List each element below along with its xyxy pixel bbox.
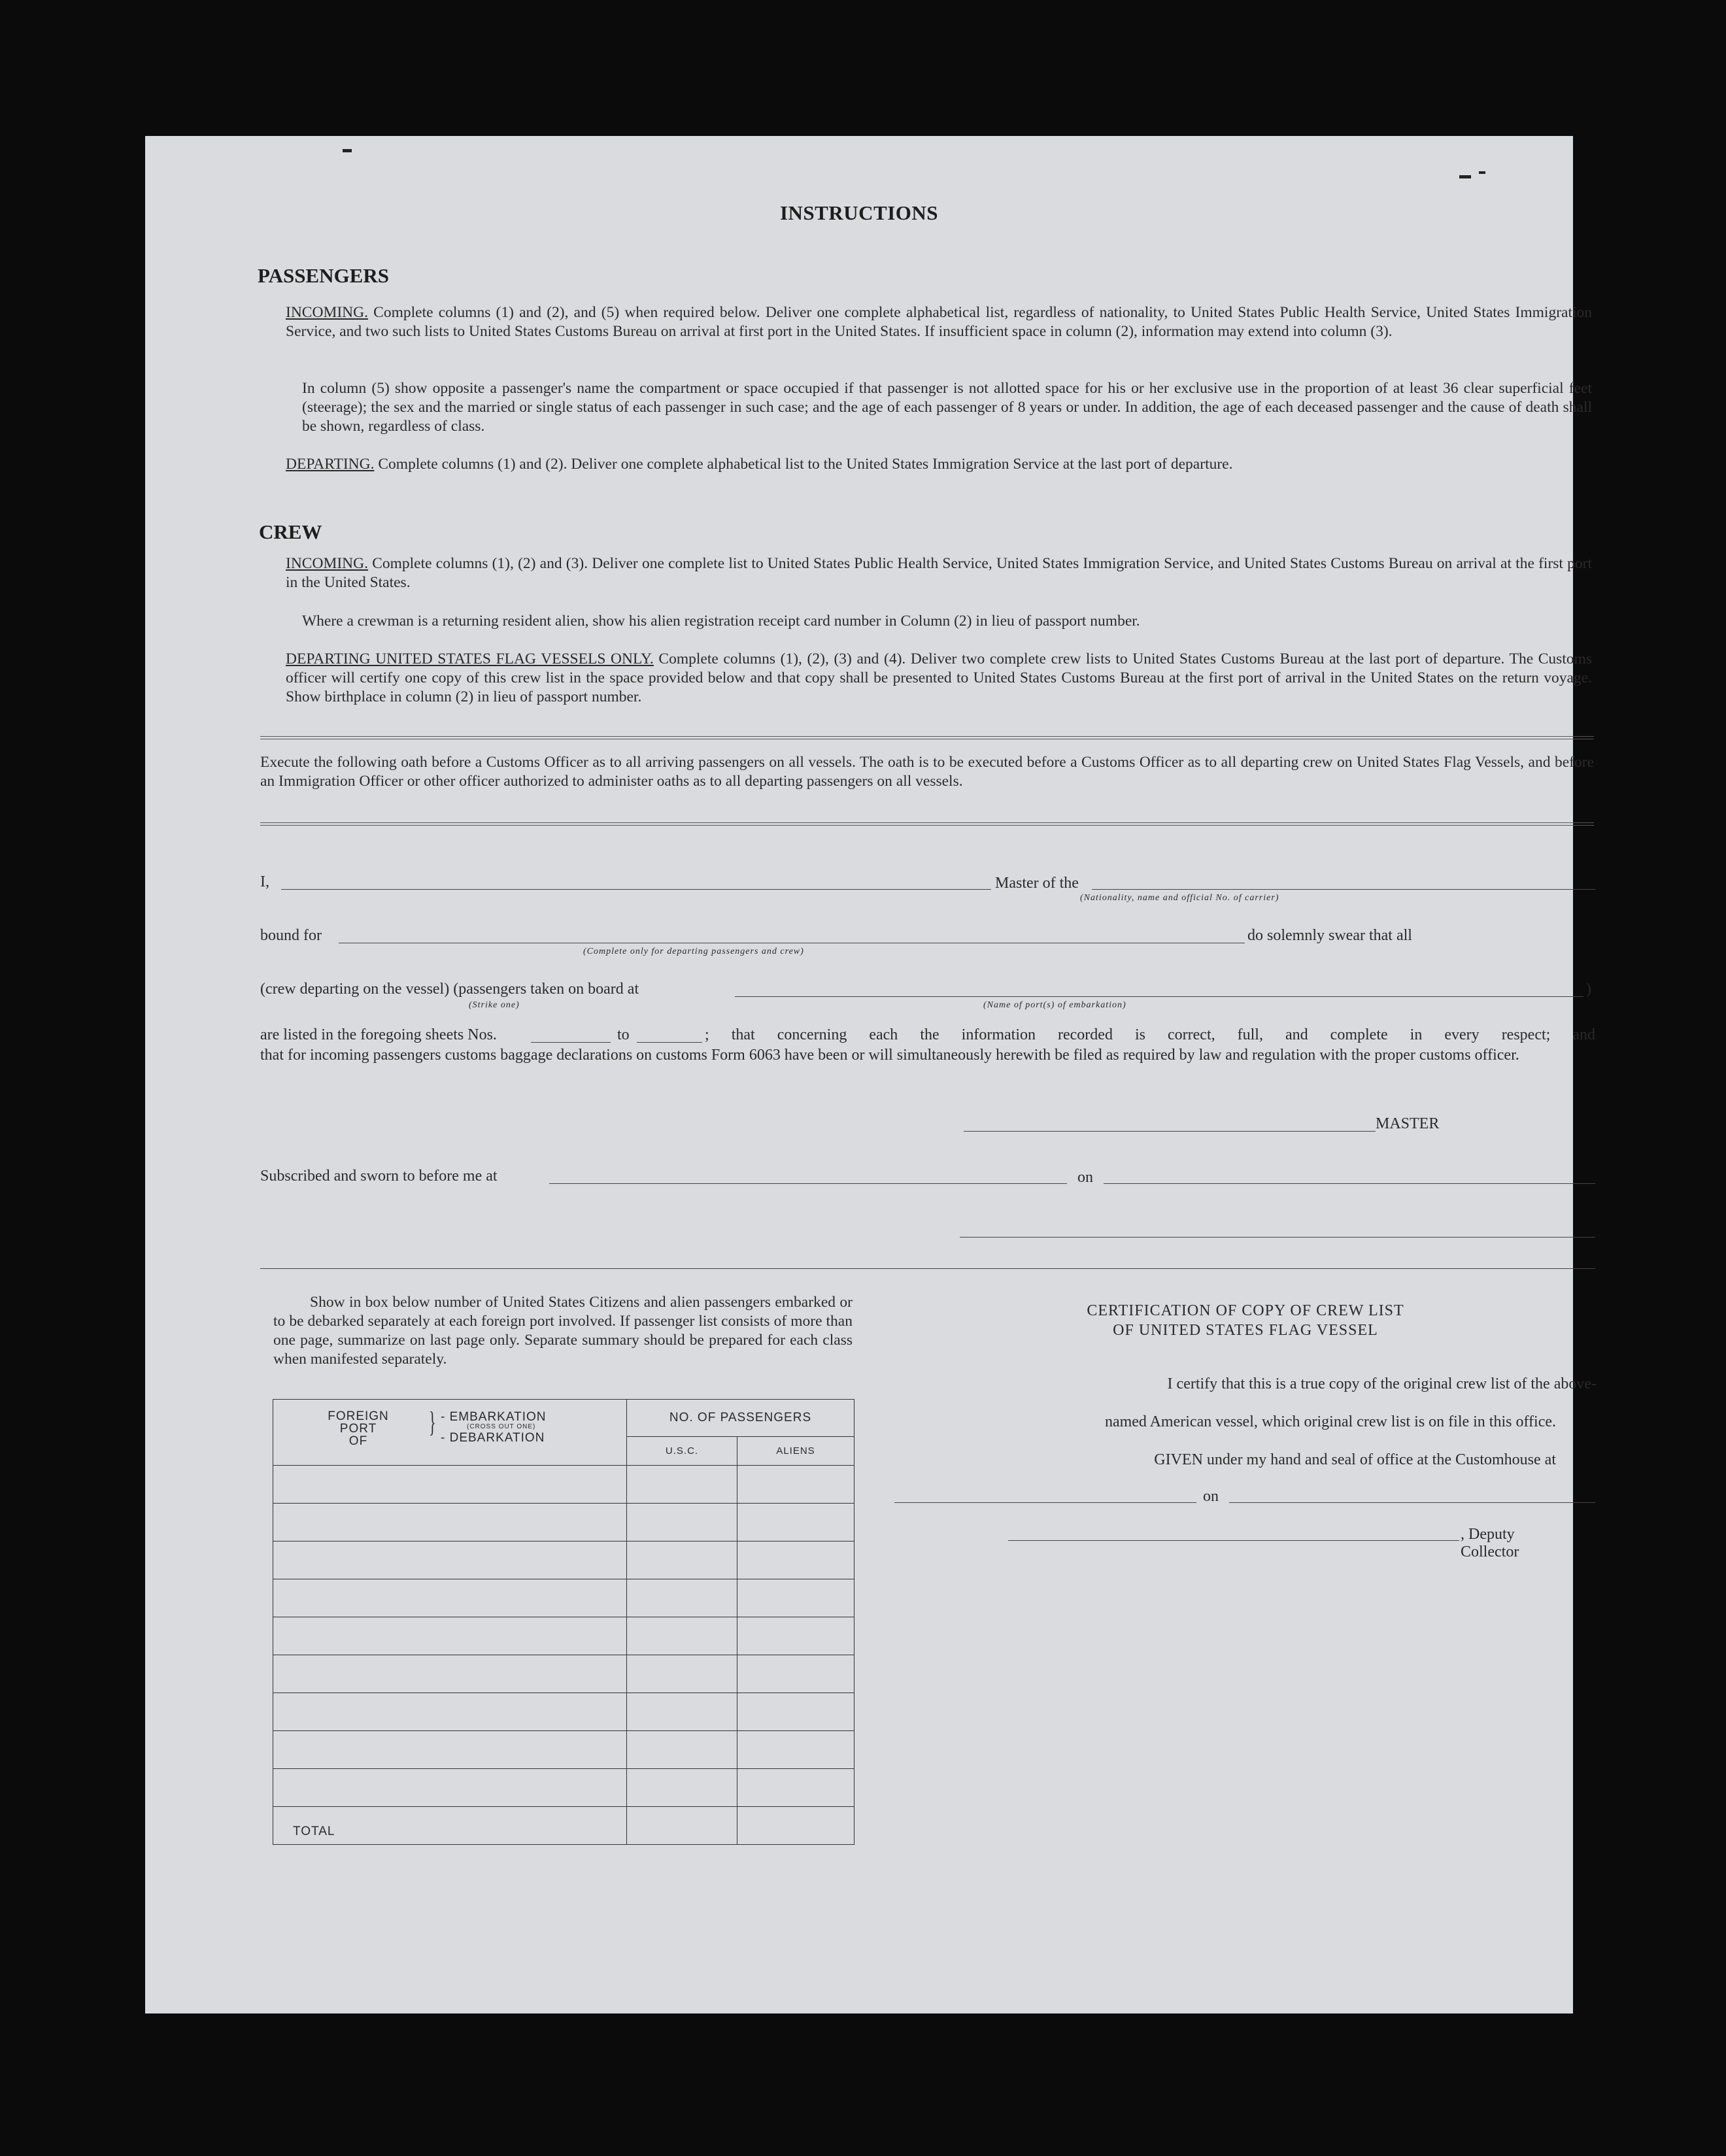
form-sheet bbox=[145, 136, 1597, 2013]
ports-embarkation-field[interactable] bbox=[735, 996, 1583, 997]
listed-part2: ; that concerning each the information recorded is correct, full, and complete in every respect; and bbox=[705, 1026, 1595, 1043]
customhouse-field[interactable] bbox=[894, 1502, 1196, 1503]
port-cell[interactable] bbox=[273, 1769, 627, 1807]
master-name-field[interactable] bbox=[281, 889, 991, 890]
usc-cell[interactable] bbox=[627, 1769, 737, 1807]
no-of-passengers-header: NO. OF PASSENGERS bbox=[627, 1400, 855, 1437]
passengers-heading: PASSENGERS bbox=[258, 264, 389, 287]
usc-cell[interactable] bbox=[627, 1579, 737, 1617]
passengers-incoming-paragraph bbox=[286, 303, 1592, 341]
aliens-cell[interactable] bbox=[737, 1617, 855, 1655]
port-cell[interactable] bbox=[273, 1466, 627, 1504]
usc-cell[interactable] bbox=[627, 1541, 737, 1579]
sheet-from-field[interactable] bbox=[531, 1042, 611, 1043]
speck-mark bbox=[1459, 175, 1471, 178]
crew-heading: CREW bbox=[259, 520, 322, 543]
crew-departing-paragraph bbox=[286, 650, 1592, 707]
usc-cell[interactable] bbox=[627, 1617, 737, 1655]
debarkation-label: - DEBARKATION bbox=[441, 1431, 545, 1445]
aliens-cell[interactable] bbox=[737, 1579, 855, 1617]
nationality-caption: (Nationality, name and official No. of carrier) bbox=[1080, 893, 1279, 903]
speck-mark bbox=[1479, 171, 1485, 174]
passengers-departing-label: DEPARTING. bbox=[286, 456, 375, 473]
section-divider bbox=[260, 736, 1594, 739]
section-divider bbox=[260, 1268, 1595, 1269]
usc-total-cell[interactable] bbox=[627, 1807, 737, 1845]
certify-line2: named American vessel, which original crew list is on file in this office. bbox=[1104, 1413, 1556, 1430]
sworn-on-label: on bbox=[1077, 1169, 1093, 1186]
aliens-cell[interactable] bbox=[737, 1655, 855, 1693]
port-cell[interactable] bbox=[273, 1617, 627, 1655]
passengers-column5-paragraph: In column (5) show opposite a passenger's name the compartment or space occupied if that passenger is not allotted space for his or her exclusive use in the proportion of at least 36 clear superficial feet (steerage); the sex and the married or single status of each passenger in such case; and the age of each passenger of 8 years or under. In addition, the age of each deceased passenger and the cause of death shall be shown, regardless of class. bbox=[302, 380, 1592, 435]
crew-incoming-paragraph bbox=[286, 554, 1592, 592]
master-label: MASTER bbox=[1376, 1115, 1440, 1132]
sworn-date-field[interactable] bbox=[1104, 1183, 1595, 1184]
close-paren: ) bbox=[1586, 981, 1591, 998]
certification-title-line2: OF UNITED STATES FLAG VESSEL bbox=[1113, 1322, 1378, 1339]
certification-on-label: on bbox=[1203, 1488, 1219, 1505]
aliens-cell[interactable] bbox=[737, 1693, 855, 1731]
complete-only-caption: (Complete only for departing passengers and crew) bbox=[583, 947, 804, 956]
usc-cell[interactable] bbox=[627, 1504, 737, 1541]
certify-line1: I certify that this is a true copy of the original crew list of the above- bbox=[1167, 1375, 1597, 1392]
certification-title bbox=[894, 1301, 1597, 1340]
crew-departing-label: (crew departing on the vessel) (passengers taken on board at bbox=[260, 981, 639, 998]
speck-mark bbox=[343, 149, 352, 152]
cross-out-label: (CROSS OUT ONE) bbox=[467, 1423, 536, 1430]
officer-signature-field[interactable] bbox=[960, 1237, 1595, 1238]
section-divider bbox=[260, 822, 1594, 826]
listed-part1: are listed in the foregoing sheets Nos. bbox=[260, 1026, 497, 1043]
given-line: GIVEN under my hand and seal of office at the Customhouse at bbox=[1154, 1451, 1556, 1468]
ports-summary-table bbox=[273, 1399, 855, 1845]
page-title: INSTRUCTIONS bbox=[779, 201, 938, 224]
subscribed-label: Subscribed and sworn to before me at bbox=[260, 1168, 498, 1185]
passengers-incoming-label: INCOMING. bbox=[286, 304, 368, 321]
foreign-port-line1: FOREIGN bbox=[328, 1409, 389, 1423]
foreign-port-line2: PORT bbox=[339, 1422, 377, 1436]
ports-caption: (Name of port(s) of embarkation) bbox=[983, 1000, 1126, 1010]
usc-cell[interactable] bbox=[627, 1731, 737, 1769]
crew-incoming-text: Complete columns (1), (2) and (3). Deliver one complete list to United States Public Health Service, United States Immigration Service, and United States Customs Bureau on arrival at the first port in the United States. bbox=[286, 555, 1593, 591]
summary-instruction: Show in box below number of United States Citizens and alien passengers embarked or to be debarked separately at each foreign port involved. If passenger list consists of more than one page, summarize on last page only. Separate summary should be prepared for each class when manifested separately. bbox=[273, 1294, 853, 1368]
aliens-header: ALIENS bbox=[737, 1436, 855, 1465]
sworn-location-field[interactable] bbox=[549, 1183, 1067, 1184]
master-of-label: Master of the bbox=[995, 875, 1079, 892]
certification-title-line1: CERTIFICATION OF COPY OF CREW LIST bbox=[1087, 1302, 1404, 1319]
oath-i-label: I, bbox=[260, 873, 269, 890]
usc-cell[interactable] bbox=[627, 1466, 737, 1504]
passengers-departing-paragraph bbox=[286, 455, 1592, 474]
port-cell[interactable] bbox=[273, 1541, 627, 1579]
embarkation-label: - EMBARKATION bbox=[441, 1410, 547, 1424]
passengers-incoming-text: Complete columns (1) and (2), and (5) when required below. Deliver one complete alphabetical list, regardless of nationality, to United States Public Health Service, United States Immigration Service, and two such lists to United States Customs Bureau on arrival at first port in the United States. If insufficient space in column (2), information may extend into column (3). bbox=[286, 304, 1593, 340]
port-cell[interactable] bbox=[273, 1579, 627, 1617]
aliens-cell[interactable] bbox=[737, 1541, 855, 1579]
port-cell[interactable] bbox=[273, 1693, 627, 1731]
brace-icon: } bbox=[429, 1406, 436, 1438]
usc-cell[interactable] bbox=[627, 1655, 737, 1693]
foreign-port-header bbox=[273, 1400, 627, 1466]
usc-cell[interactable] bbox=[627, 1693, 737, 1731]
usc-header: U.S.C. bbox=[627, 1436, 737, 1465]
foreign-port-line3: OF bbox=[348, 1434, 368, 1448]
crew-resident-paragraph: Where a crewman is a returning resident alien, show his alien registration receipt card number in Column (2) in lieu of passport number. bbox=[302, 613, 1140, 630]
oath-intro: Execute the following oath before a Customs Officer as to all arriving passengers on all vessels. The oath is to be executed before a Customs Officer as to all departing crew on United States Flag Vessels, and before an Immigration Officer or other officer authorized to administer oaths as to all departing passengers on all vessels. bbox=[260, 754, 1594, 790]
aliens-total-cell[interactable] bbox=[737, 1807, 855, 1845]
carrier-field[interactable] bbox=[1092, 889, 1595, 890]
deputy-collector-label: , Deputy Collector bbox=[1461, 1526, 1519, 1560]
master-signature-field[interactable] bbox=[964, 1131, 1376, 1132]
bound-for-label: bound for bbox=[260, 927, 322, 944]
aliens-cell[interactable] bbox=[737, 1769, 855, 1807]
port-cell[interactable] bbox=[273, 1504, 627, 1541]
swear-label: do solemnly swear that all bbox=[1247, 927, 1412, 944]
crew-departing-text: Complete columns (1), (2), (3) and (4). Deliver two complete crew lists to United States Customs Bureau at the last port of departure. The Customs officer will certify one copy of this crew list in the space provided below and that copy shall be presented to United States Customs Bureau at the first port of arrival in the United States on the return voyage. Show birthplace in column (2) in lieu of passport number. bbox=[286, 650, 1593, 705]
total-label: TOTAL bbox=[273, 1807, 627, 1845]
deputy-signature-field[interactable] bbox=[1008, 1540, 1459, 1541]
sheet-to-field[interactable] bbox=[637, 1042, 702, 1043]
strike-one-caption: (Strike one) bbox=[469, 1000, 520, 1010]
port-cell[interactable] bbox=[273, 1731, 627, 1769]
crew-departing-label: DEPARTING UNITED STATES FLAG VESSELS ONLY. bbox=[286, 650, 654, 667]
certification-date-field[interactable] bbox=[1229, 1502, 1595, 1503]
aliens-cell[interactable] bbox=[737, 1731, 855, 1769]
aliens-cell[interactable] bbox=[737, 1504, 855, 1541]
port-cell[interactable] bbox=[273, 1655, 627, 1693]
listed-rest: that for incoming passengers customs baggage declarations on customs Form 6063 have been or will simultaneously herewith be filed as required by law and regulation with the proper customs officer. bbox=[260, 1047, 1519, 1064]
listed-to-label: to bbox=[617, 1026, 630, 1043]
aliens-cell[interactable] bbox=[737, 1466, 855, 1504]
crew-incoming-label: INCOMING. bbox=[286, 555, 368, 572]
passengers-departing-text: Complete columns (1) and (2). Deliver one complete alphabetical list to the United States Immigration Service at the last port of departure. bbox=[378, 456, 1233, 473]
